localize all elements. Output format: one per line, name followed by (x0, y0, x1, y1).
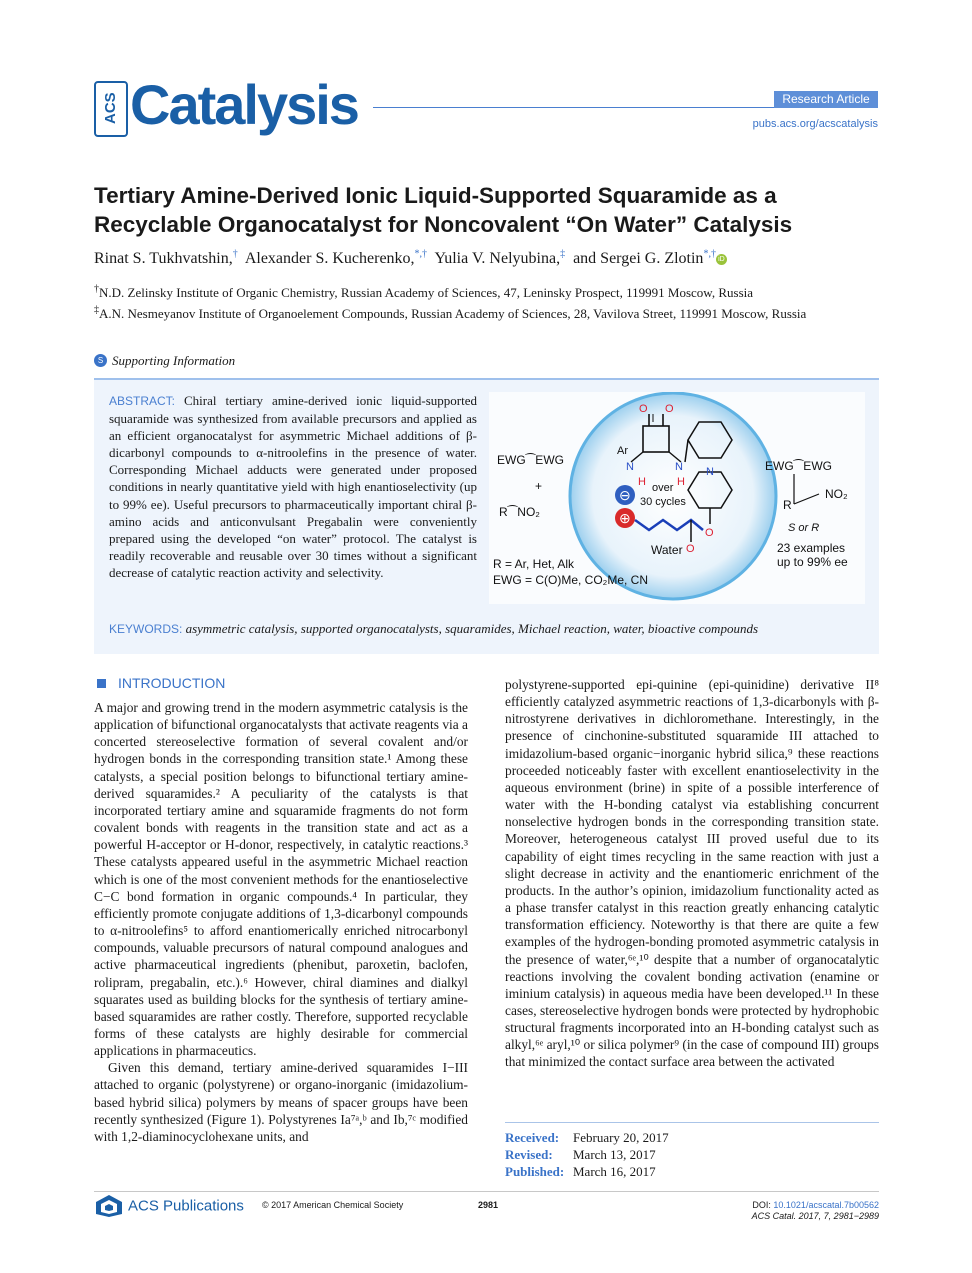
journal-url-link[interactable]: pubs.acs.org/acscatalysis (752, 118, 878, 130)
author-mark: *,† (414, 248, 428, 260)
toc-graphic-svg (489, 392, 865, 604)
ar-label: Ar (617, 445, 628, 457)
h-label: H (677, 476, 685, 488)
page-number: 2981 (478, 1200, 499, 1210)
date-label: Revised: (505, 1147, 553, 1162)
paragraph: polystyrene-supported epi-quinine (epi-quinidine) derivative II⁸ efficiently catalyzed asymmetric reactions of 1,3-dicarbonyls with β-nitrostyrene derivatives in dichloromethane. Interestingly, in the presence of cinchonine-substituted squaramide III attached to imidazolium-based organic−inorganic hybrid silica,⁹ these reactions proceeded noticeably faster with excellent enantioselectivity in the aqueous environment (brine) in spite of a possible interference of water with the H-bonding catalyst via establishing concurrent nonselective hydrogen bonds in the corresponding transition state. Moreover, heterogeneous catalyst III proved useful due to its capability of eight times recycling in the same reaction with just a slight decrease in activity and the enantiomeric enrichment of the products. In the author’s opinion, imidazolium functionality acted as a phase transfer catalyst in this reaction greatly enhancing catalytic transformation efficiency. Noteworthy is that there are quite a few examples of the hydrogen-bonding promoted asymmetric catalysis in the presence of water,⁶ᵉ,¹⁰ despite that a number of organocatalytic reactions involving the covalent bonding activation (enamine or iminium catalysis) in aqueous media have been developed.¹¹ In these cases, stereoselective hydrogen bonds were protected by hydrophobic structural fragments incorporated into an H-bonding catalyst such as alkyl,⁶ᵉ aryl,¹⁰ or silica polymer⁹ (in the case of compound III) groups that minimized the contact surface area between the activated (505, 677, 879, 1070)
plus-sign: + (535, 479, 543, 493)
paragraph: A major and growing trend in the modern asymmetric catalysis is the application of bifunctional organocatalysts that activate reagents via a concerted stereoselective formation of several covalent and/or hydrogen bonds in the corresponding transition state.¹ Among these catalysts, a special position belongs to bifunctional tertiary amine-derived squaramides.² A peculiarity of the catalysts is that incorporated tertiary amine and squaramide fragments do not form covalent bonds with reagents in the transition state and act as a powerful H-acceptor or H-donor, respectively, in catalytic reactions.³ These catalysts appeared useful in the asymmetric Michael reaction which is one of the most convenient methods for the enantioselective C−C bond formation in organic compounds.⁴ In particular, they efficiently promote conjugate additions of 1,3-dicarbonyl compounds to α-nitroolefins⁵ to afford enantiomerically enriched nitrocarbonyl compounds, valuable precursors of natural compound analogues and active pharmaceutical ingredients (phenibut, paroxetin, baclofen, rolipram, pregabalin, etc.).⁶ However, chiral diamines and dialkyl squarates used as building blocks for the synthesis of tertiary amine-based squaramides are rather costly. Therefore, supported recyclable forms of these catalysts are highly desirable for commercial applications in pharmaceutics. (94, 700, 468, 1059)
abstract-text: Chiral tertiary amine-derived ionic liquid-supported squaramide was synthesized from available precursors and applied as an efficient organocatalyst for asymmetric Michael additions of β-dicarbonyl compounds to α-nitroolefins in the presence of water. Corresponding Michael adducts were generated under proposed conditions in nearly quantitative yield with high enantioselectivity (up to 99% ee). Useful precursors to pharmaceutically important chiral β-amino acids and anticonvulsant Pregabalin were conveniently prepared using the developed “on water” protocol. The catalyst is readily recoverable and reusable over 30 times without a significant decrease of catalytic reaction activity and selectivity. (109, 393, 478, 580)
product-ewg: EWG⁀EWG (765, 459, 832, 473)
author-name[interactable]: and Sergei G. Zlotin (573, 250, 704, 267)
affiliation-mark: ‡ (94, 304, 99, 316)
reagent-ewg: EWG⁀EWG (497, 453, 564, 467)
author-name[interactable]: Rinat S. Tukhvatshin, (94, 250, 233, 267)
dates-rule (505, 1122, 879, 1123)
cation-sign: ⊕ (619, 510, 631, 526)
ee-label: up to 99% ee (777, 555, 848, 569)
anion-sign: ⊖ (619, 487, 631, 503)
affiliation (94, 285, 884, 301)
abstract (109, 392, 477, 581)
reagent-nitroolefin: R⁀NO₂ (499, 505, 540, 519)
author-name[interactable]: Yulia V. Nelyubina, (434, 250, 561, 267)
section-heading (94, 675, 225, 691)
journal-logo (94, 73, 358, 139)
doi-label: DOI: (752, 1200, 774, 1210)
keywords-label: KEYWORDS: (109, 622, 183, 636)
date-value: March 16, 2017 (573, 1164, 656, 1179)
configuration-label: S or R (788, 522, 820, 534)
journal-name: Catalysis (130, 73, 358, 136)
author-mark: ‡ (560, 248, 566, 260)
author-mark: *,† (703, 248, 716, 260)
date-value: February 20, 2017 (573, 1130, 669, 1145)
svg-text:N: N (706, 466, 714, 478)
paragraph: Given this demand, tertiary amine-derived squaramides I−III attached to organic (polystyrene) or organo-inorganic (imidazolium-based hybrid silica) polymers by means of spacer groups have been recently synthesized (Figure 1). Polystyrenes Ia⁷ᵃ,ᵇ and Ib,⁷ᶜ modified with 1,2-diaminocyclohexane units, and (94, 1060, 468, 1144)
h-label: H (638, 476, 646, 488)
svg-text:O: O (665, 403, 674, 415)
acs-logo-text: ACS (102, 92, 119, 124)
footer-rule (94, 1191, 879, 1192)
toc-graphic (489, 392, 865, 604)
body-column-right (505, 676, 879, 1071)
publisher-name: ACS Publications (128, 1197, 244, 1215)
date-row (505, 1129, 879, 1146)
svg-text:O: O (705, 527, 714, 539)
affiliation-text: A.N. Nesmeyanov Institute of Organoelement Compounds, Russian Academy of Sciences, 28, Vavilova Street, 119991 Moscow, Russia (99, 306, 807, 321)
supporting-info-link[interactable]: Supporting Information (112, 353, 236, 368)
product-r: R (783, 498, 792, 512)
article-title: Tertiary Amine-Derived Ionic Liquid-Supported Squaramide as a Recyclable Organocatalyst for Noncovalent “On Water” Catalysis (94, 183, 793, 237)
ewg-definition: EWG = C(O)Me, CO₂Me, CN (493, 573, 648, 587)
publisher-logo[interactable] (94, 1194, 244, 1218)
examples-label: 23 examples (777, 541, 846, 555)
svg-text:O: O (686, 543, 695, 555)
date-label: Received: (505, 1130, 560, 1145)
acs-hexagon-icon (94, 1194, 124, 1218)
author-mark: † (232, 248, 238, 260)
date-label: Published: (505, 1164, 565, 1179)
cycles-count: 30 cycles (640, 496, 686, 508)
keywords (109, 621, 869, 637)
svg-text:O: O (639, 403, 648, 415)
n-label: N (675, 461, 683, 473)
date-value: March 13, 2017 (573, 1147, 656, 1162)
copyright: © 2017 American Chemical Society (262, 1200, 404, 1210)
n-label: N (626, 461, 634, 473)
author-name[interactable]: Alexander S. Kucherenko, (244, 250, 415, 267)
section-heading-text: INTRODUCTION (118, 675, 226, 691)
affiliation-mark: † (94, 283, 99, 295)
date-row (505, 1146, 879, 1163)
cycles-over: over (652, 482, 674, 494)
abstract-label: ABSTRACT: (109, 394, 176, 408)
supporting-info-icon[interactable]: S (94, 354, 107, 367)
affiliation (94, 305, 884, 323)
orcid-icon[interactable]: iD (716, 254, 727, 265)
author-list (94, 250, 894, 268)
publication-dates (505, 1129, 879, 1180)
citation: ACS Catal. 2017, 7, 2981−2989 (751, 1211, 879, 1221)
r-definition: R = Ar, Het, Alk (493, 557, 575, 571)
affiliation-text: N.D. Zelinsky Institute of Organic Chemistry, Russian Academy of Sciences, 47, Leninsky Prospect, 119991 Moscow, Russia (99, 285, 754, 300)
date-row (505, 1163, 879, 1180)
article-type-badge: Research Article (774, 91, 878, 108)
doi-link[interactable]: 10.1021/acscatal.7b00562 (773, 1200, 879, 1210)
product-no2: NO₂ (825, 487, 848, 501)
water-label: Water (651, 543, 683, 557)
doi (660, 1200, 879, 1210)
body-column-left (94, 699, 468, 1145)
keywords-text: asymmetric catalysis, supported organocatalysts, squaramides, Michael reaction, water, bioactive compounds (185, 621, 758, 636)
